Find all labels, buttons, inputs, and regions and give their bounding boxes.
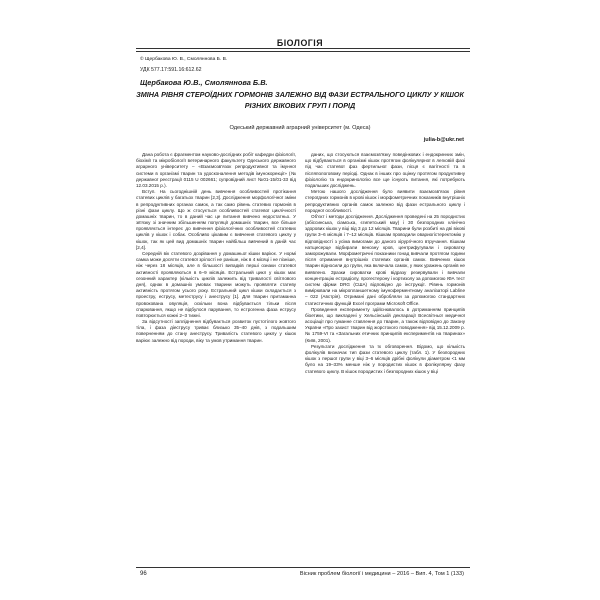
paragraph: Середній вік статевого дозрівання у домашньої кішки варіює. У нормі самка може досягти статевої зрілості не раніше, ніж в 4 місяці і не пізніше, ніж через 18 місяців, але в більшості випадків перші ознаки статевої активності проявляються в 6–9 місяців. Естральний цикл у кішок має сезонний характер (кількість циклів залежить від тривалості світлового дня), однак в домашніх умовах тварини можуть проявляти статеву активність протягом усього року. Естральний цикл кішки складається з проестру, еструсу, метеструсу і анеструсу [1]. Для тварин притаманна провокована овуляція, оскільки вона відбувається тільки після спарювання, якщо не відбулося парування, то естрогенна фаза еструсу повторюється кожні 2–3 тижні. — [136, 251, 296, 318]
udc-code: УДК 577.17:591.16:612.62 — [140, 67, 202, 73]
copyright-line: © Щербакова Ю. В., Смоляннова Б. В. — [140, 57, 228, 62]
paragraph: Метою нашого дослідження було виявити взаємозв'язок рівня стероїдних гормонів в крові кішок і морфометричних показників внутрішніх репродуктивних органів самок залежно від фази естрального циклу і породної особливості. — [305, 189, 465, 213]
section-header: БІОЛОГІЯ — [276, 38, 324, 48]
affiliation: Одеський державний аграрний університет (м. Одеса) — [229, 125, 371, 131]
journal-citation: Вісник проблем біології і медицини – 2016 – Вип. 4, Том 1 (133) — [299, 571, 464, 577]
paragraph: Вступ. На сьогоднішній день вивчення особливостей протікання статевих циклів у багатьох тварин [2,3]. Дослідження морфологічної зміни в репродуктивних органах самок, а так само рівень статевих гормонів в різні фази циклу. Що ж стосується особливостей статевої циклічності домашніх тварин, то в даний час це питання вивчено недостатньо. У зв'язку зі значним збільшенням популяції домашніх тварин, все більше проявляється інтерес до вивчення фізіологічних особливостей статевих циклів у кішок і собак. Особливо цікавим є вивчення статевого циклу у кішок, так як цей вид домашніх тварин найбільш вивчений в даній час [2,4]. — [136, 189, 296, 250]
article-title: ЗМІНА РІВНЯ СТЕРОЇДНИХ ГОРМОНІВ ЗАЛЕЖНО ВІД ФАЗИ ЕСТРАЛЬНОГО ЦИКЛУ У КІШОК РІЗНИХ ВІКОВИХ ГРУП І ПОРІД — [136, 90, 464, 111]
authors-line: Щербакова Ю.В., Смоляннова Б.В. — [140, 78, 268, 87]
header-rule — [136, 48, 470, 49]
paragraph: За відсутності запліднення відбувається розвиток пустотілого жовтого тіла, і фаза діеструсу триває близько 35–40 днів, з подальшим поверненням до стану анеструсу. Тривалість статевого циклу у кішок варіює залежно від породи, віку та умов утримання тварин. — [136, 319, 296, 343]
author-email[interactable]: julia-b@ukr.net — [423, 137, 464, 143]
paragraph: Об'єкт і методи дослідження. Дослідження проведені на 25 породистих (абіссинська, сіамська, єгипетський мау) і 30 безпородних клінічно здорових кішок у віці від 3 до 12 місяців. Тварини були розбиті на дві вікові групи 3–6 місяців і 7–12 місяців. Кішкам проводили овариогістеректомію у відповідності з усіма вимогами до даного хірургічного втручання. Кішкам натщесерце відбирали венозну кров, центрифугували і сироватку заморожували. Морфометричні показники гонад вивчали протягом години після отримання внутрішніх статевих органів самок. Вивчених кішок тварин відносили до групи, яка включала самок, у яких уражень органів не виявлено. Зразки сироватки крові відразу резервували і вивчали концентрацію естрадіолу, прогестерону і кортизолу за допомогою ІФА тест систем фірми DRG (США) відповідно до інструкції. Рівень гормонів вимірювали на мікропланшетному імуноферментному аналізаторі Labline – 022 (Австрія). Отримані дані обробляли за допомогою стандартних статистичних функцій Excel програми Microsoft Office. — [305, 213, 465, 306]
footer-rule — [136, 567, 470, 568]
right-column — [305, 152, 465, 562]
paragraph: даних, що стосуються взаємозв'язку поведінкових і ендокринних змін, що відбуваються в організмі кішок протягом фолікулярної в легковій фазі під час статевої фаз фертильної фази, пісця є вагітності та в післяпологовому періоді. Однак в інших про оцінку протягом продуктивну фізіологію та ендокринологію все ще існують питання, які потребують подальших досліджень. — [305, 152, 465, 188]
header-rule-thin — [136, 51, 470, 52]
page-number: 96 — [140, 571, 147, 577]
paragraph: Дана робота є фрагментом науково-дослідних робіт кафедри фізіології, біохімії та мікробіології ветеринарного факультету Одеського державного аграрного університету – «Взаємозв'язок репродуктивної та імунної системи в організмі тварин та удосконалення методів імунокорекції» (№ державної реєстрації 0115 U 002661; супровідний лист №01-15/01-33 від 12.03.2015 р.). — [136, 152, 296, 188]
paragraph: Проведення експерименту здійснювалось в дотриманням принципів біоетики, що викладені у Хельсінській декларації Всесвітньої медичної асоціації про гуманне ставлення до тварин, а також відповідно до Закону України «Про захист тварин від жорстокого поводження» від 15.12.2009 р. № 1759-VI та «Загальних етичних принципів експериментів на тваринах» (Київ, 2001). — [305, 306, 465, 343]
paragraph: Результати дослідження та їх обговорення. Відомо, що кількість фолікулів визначає тип фази статевого циклу (табл. 1). У безпородних кішок з першої групи у віці 3–6 місяців дрібні фолікули діаметром <1 мм було на 19–33% менше ніж у породистих кішок в фолікулярну фазу статевого циклу. В кішок породистих і безпородних кішок у віці — [305, 343, 465, 374]
left-column — [136, 152, 296, 562]
